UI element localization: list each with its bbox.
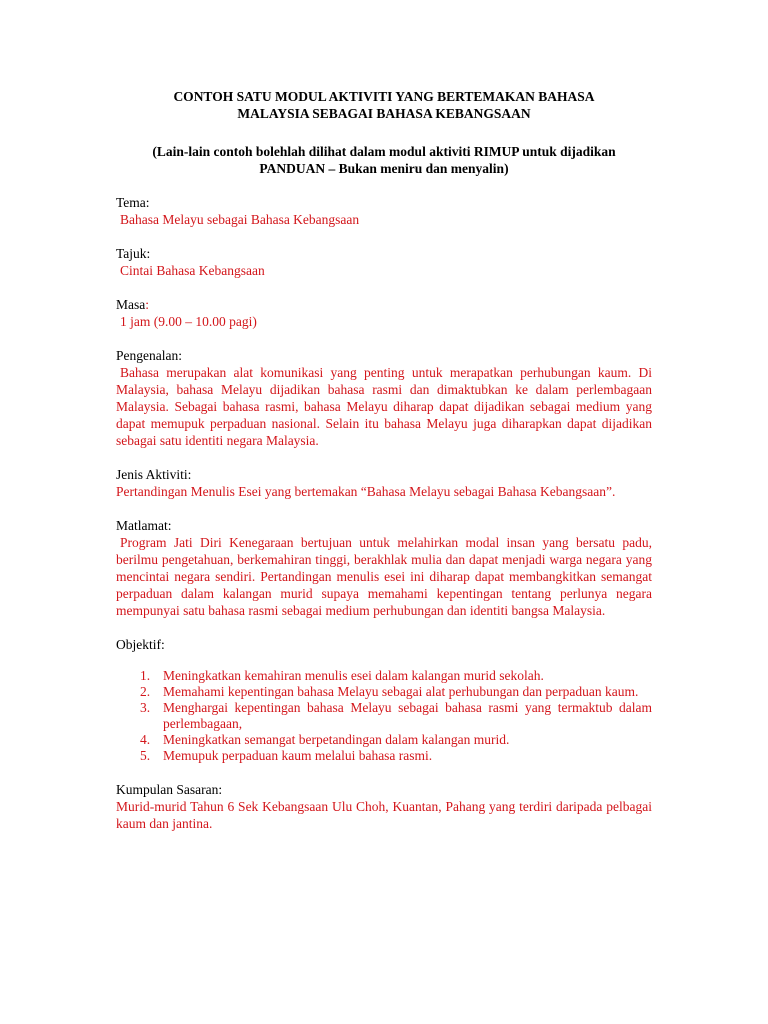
matlamat-label: Matlamat: [116, 518, 172, 533]
list-item [140, 748, 652, 764]
pengenalan-label: Pengenalan: [116, 348, 182, 363]
jenis-aktiviti-label: Jenis Aktiviti: [116, 467, 192, 482]
document-body [116, 88, 652, 832]
spacer [116, 449, 652, 466]
tema-value: Bahasa Melayu sebagai Bahasa Kebangsaan [120, 212, 360, 227]
spacer [116, 228, 652, 245]
objektif-list [116, 668, 652, 764]
list-item-text: Memahami kepentingan bahasa Melayu sebagai alat perhubungan dan perpaduan kaum. [163, 684, 639, 699]
subtitle-line-1: (Lain-lain contoh bolehlah dilihat dalam modul aktiviti RIMUP untuk dijadikan [152, 144, 616, 159]
tajuk-label: Tajuk: [116, 246, 151, 261]
pengenalan-text: Bahasa merupakan alat komunikasi yang penting untuk merapatkan perhubungan kaum. Di Malaysia, bahasa Melayu dijadikan bahasa rasmi dan dimaktubkan ke dalam perlembagaan Malaysia. Sebagai bahasa rasmi, bahasa Melayu diharap dapat dijadikan sebagai medium yang dapat memupuk perpaduan nasional. Selain itu bahasa Melayu juga diharapkan dapat dijadikan sebagai satu identiti negara Malaysia. [116, 365, 652, 448]
section-pengenalan [116, 347, 652, 449]
kumpulan-sasaran-label: Kumpulan Sasaran: [116, 782, 223, 797]
masa-label-line [116, 296, 652, 313]
document-title [116, 88, 652, 122]
section-objektif [116, 636, 652, 764]
section-jenis-aktiviti [116, 466, 652, 500]
list-item-number: 3. [140, 700, 151, 715]
matlamat-text: Program Jati Diri Kenegaraan bertujuan untuk melahirkan modal insan yang bersatu padu, berilmu pengetahuan, berkemahiran tinggi, berakhlak mulia dan dapat menjadi warga negara yang mencintai negara sendiri. Pertandingan menulis esei ini diharap dapat membangkitkan semangat perpaduan dalam kalangan murid supaya memahami kepentingan tentang perlunya negara mempunyai satu bahasa rasmi sebagai medium perhubungan dan identiti bangsa Malaysia. [116, 535, 652, 618]
spacer [116, 330, 652, 347]
masa-colon: : [145, 297, 150, 312]
list-item [140, 684, 652, 700]
list-item-text: Menghargai kepentingan bahasa Melayu sebagai bahasa rasmi yang termaktub dalam perlembagaan, [163, 700, 652, 731]
title-line-1: CONTOH SATU MODUL AKTIVITI YANG BERTEMAKAN BAHASA [173, 89, 595, 104]
tema-label: Tema: [116, 195, 150, 210]
list-item-text: Meningkatkan semangat berpetandingan dalam kalangan murid. [163, 732, 510, 747]
spacer [116, 764, 652, 781]
section-tema [116, 194, 652, 228]
spacer [116, 177, 652, 194]
spacer [116, 279, 652, 296]
document-subtitle [116, 143, 652, 177]
spacer [116, 500, 652, 517]
objektif-label: Objektif: [116, 637, 165, 652]
jenis-aktiviti-text: Pertandingan Menulis Esei yang bertemakan “Bahasa Melayu sebagai Bahasa Kebangsaan”. [116, 484, 616, 499]
list-item [140, 732, 652, 748]
list-item-number: 4. [140, 732, 151, 747]
tajuk-value: Cintai Bahasa Kebangsaan [120, 263, 265, 278]
masa-value: 1 jam (9.00 – 10.00 pagi) [120, 314, 257, 329]
list-item-text: Meningkatkan kemahiran menulis esei dalam kalangan murid sekolah. [163, 668, 544, 683]
spacer [116, 653, 652, 668]
section-kumpulan-sasaran [116, 781, 652, 832]
kumpulan-sasaran-text: Murid-murid Tahun 6 Sek Kebangsaan Ulu Choh, Kuantan, Pahang yang terdiri daripada pelbagai kaum dan jantina. [116, 799, 652, 831]
spacer [116, 619, 652, 636]
title-line-2: MALAYSIA SEBAGAI BAHASA KEBANGSAAN [237, 106, 531, 121]
list-item [140, 700, 652, 732]
list-item [140, 668, 652, 684]
masa-label: Masa [116, 297, 146, 312]
section-masa [116, 296, 652, 330]
section-matlamat [116, 517, 652, 619]
subtitle-line-2: PANDUAN – Bukan meniru dan menyalin) [259, 161, 509, 176]
list-item-number: 2. [140, 684, 151, 699]
list-item-number: 5. [140, 748, 151, 763]
section-tajuk [116, 245, 652, 279]
list-item-text: Memupuk perpaduan kaum melalui bahasa rasmi. [163, 748, 433, 763]
list-item-number: 1. [140, 668, 151, 683]
